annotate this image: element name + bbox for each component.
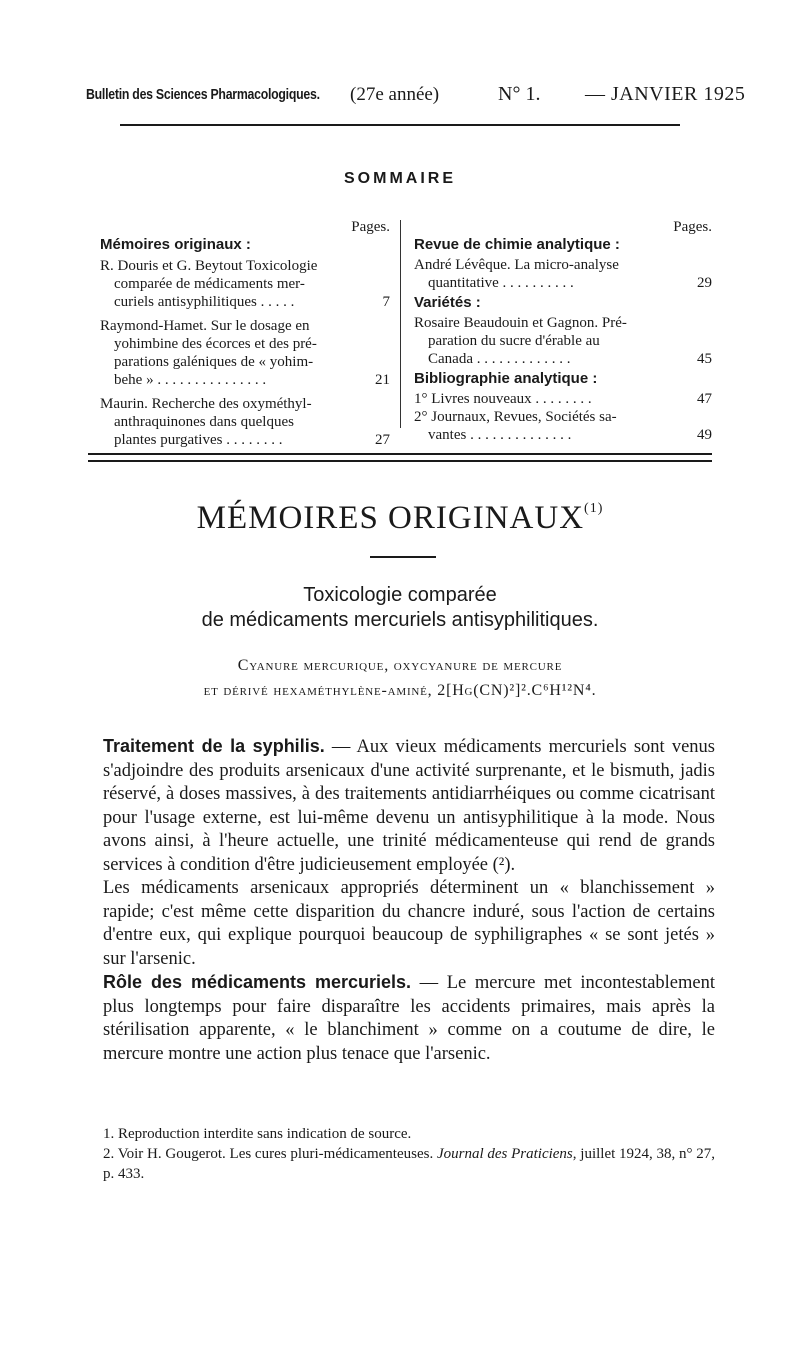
journal-year: (27e année) [350,84,440,105]
double-rule-top [88,453,712,455]
toc-right-section: Revue de chimie analytique : [414,236,620,253]
journal-title: Bulletin des Sciences Pharmacologiques. [86,86,320,103]
footnotes [83,1124,723,1184]
section-title-note: (1) [584,501,604,516]
paragraph [103,971,715,1066]
paragraph [103,877,715,971]
toc-right [414,218,712,444]
toc-right-pages-label: Pages. [673,219,712,235]
toc-entry-line: quantitative . . . . . . . . . . [428,275,574,291]
double-rule-bottom [88,460,712,462]
toc-entry [414,390,712,408]
toc-entry-line: comparée de médicaments mer- [114,276,305,292]
toc-entry-line: 2° Journaux, Revues, Sociétés sa- [414,409,617,425]
toc-entry-line: Raymond-Hamet. Sur le dosage en [100,318,310,334]
toc-entry-line: 1° Livres nouveaux . . . . . . . . [414,391,592,407]
article-title-line1: Toxicologie comparée [303,584,497,606]
paragraph [103,735,715,877]
article-subtitle-line1: Cyanure mercurique, oxycyanure de mercure [237,657,563,674]
toc-entry-page: 27 [375,432,390,448]
toc-entry-page: 49 [697,427,712,443]
paragraph-text: — Le mercure met incontestablement plus longtemps pour faire disparaître les accidents primaires, mais après la stérilisation apparente, « le blanchiment » comme on a coutume de dire, le mercure montre une action plus tenace que l'arsenic. [103,973,715,1064]
section-title-text: MÉMOIRES ORIGINAUX [196,500,585,536]
toc-entry-line: paration du sucre d'érable au [428,333,600,349]
toc-entry-line: plantes purgatives . . . . . . . . [114,432,283,448]
sommaire-title: SOMMAIRE [344,170,456,187]
paragraph-heading: Traitement de la syphilis. [103,736,325,756]
paragraph-text: — Aux vieux médicaments mercuriels sont venus s'adjoindre des produits arsenicaux d'une activité surprenante, et le bismuth, jadis réservé, à doses massives, à des traitements antidiarrhéiques ou comme cicatrisant pour l'usage externe, est lui-même devenu un antisyphilitique à la mode. Nous avons ainsi, à l'heure actuelle, une trinité médicamenteuse qui rend de grands services à condition d'être judicieusement employée (²). [103,737,715,875]
toc-entry [414,408,712,444]
paragraph-heading: Rôle des médicaments mercuriels. [103,972,412,992]
toc-entry-line: vantes . . . . . . . . . . . . . . [428,427,572,443]
toc-entry-line: curiels antisyphilitiques . . . . . [114,294,295,310]
toc-entry-line: parations galéniques de « yohim- [114,354,314,370]
toc-entry-line: Rosaire Beaudouin et Gagnon. Pré- [414,315,627,331]
toc-entry-page: 21 [375,372,390,388]
title-rule [370,556,436,558]
toc-entry-line: Canada . . . . . . . . . . . . . [428,351,571,367]
toc-left-pages-label: Pages. [351,219,390,235]
section-title [0,500,800,537]
article-subtitle-line2: et dérivé hexaméthylène-aminé, 2[Hg(CN)²]².C⁶H¹²N⁴. [203,682,597,699]
toc-left-section: Mémoires originaux : [100,236,251,253]
article-title-line2: de médicaments mercuriels antisyphilitiques. [201,609,599,631]
footnote-2-ref: , juillet 1924, 38, n° 27, p. 433. [103,1146,716,1182]
toc-entry [100,395,390,449]
footnote-2 [83,1144,723,1184]
issue-number: N° 1. [498,83,541,105]
toc-entry-page: 47 [697,391,712,407]
toc-entry [414,314,712,368]
article-body [103,735,715,1066]
toc-entry-page: 29 [697,275,712,291]
toc-entry-line: behe » . . . . . . . . . . . . . . . [114,372,267,388]
issue-date: — JANVIER 1925 [585,83,746,105]
toc-entry [100,257,390,311]
toc-entry-line: anthraquinones dans quelques [114,414,294,430]
footnote-2-journal: Journal des Praticiens [436,1146,573,1162]
toc-entry-line: R. Douris et G. Beytout Toxicologie [100,258,318,274]
toc-entry-line: Maurin. Recherche des oxyméthyl- [100,396,312,412]
toc-entry [100,317,390,389]
toc-left [100,218,390,449]
toc-entry-page: 7 [382,294,390,310]
footnote-1: 1. Reproduction interdite sans indication de source. [103,1126,412,1142]
toc-right-section: Bibliographie analytique : [414,370,598,387]
toc-entry-line: André Lévêque. La micro-analyse [414,257,619,273]
header-rule [120,124,680,126]
toc-divider [400,220,401,428]
toc-entry-page: 45 [697,351,712,367]
toc-entry-line: yohimbine des écorces et des pré- [114,336,317,352]
toc-right-section: Variétés : [414,294,481,311]
footnote-2-text: 2. Voir H. Gougerot. Les cures pluri-médicamenteuses. [103,1146,437,1162]
paragraph-text: Les médicaments arsenicaux appropriés déterminent un « blanchissement » rapide; c'est même cette disparition du chancre induré, sous l'action de certains d'entre eux, qui explique pourquoi beaucoup de syphiligraphes « se sont jetés » sur l'arsenic. [103,878,715,969]
toc-entry [414,256,712,292]
